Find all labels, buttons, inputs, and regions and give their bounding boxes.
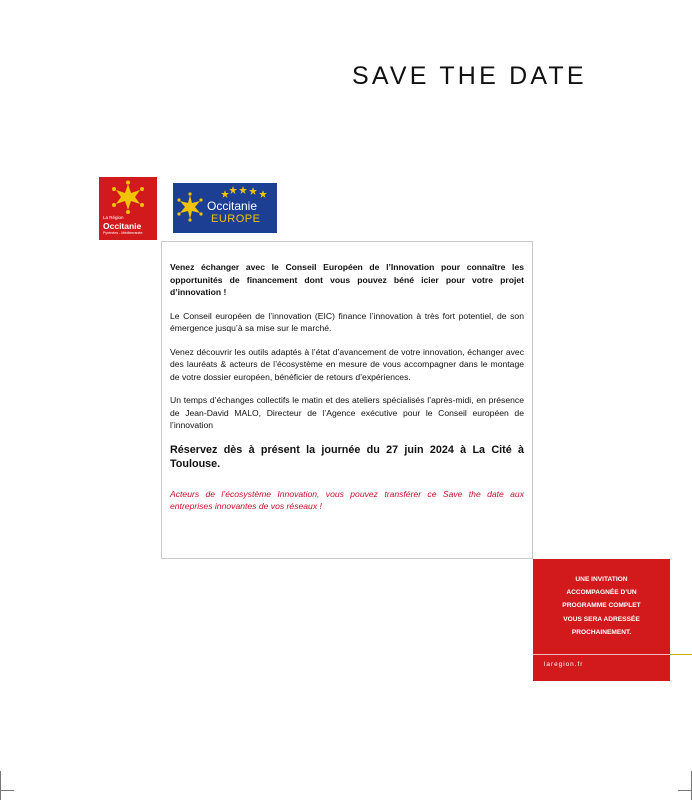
invitation-divider <box>533 654 670 655</box>
page-title: SAVE THE DATE <box>352 62 587 90</box>
share-note-paragraph: Acteurs de l’écosystème Innovation, vous pouvez transférer ce Save the date aux entreprises innovantes de vos réseaux ! <box>170 488 524 511</box>
invitation-line: PROGRAMME COMPLET <box>562 602 641 610</box>
invitation-line: VOUS SERA ADRESSÉE <box>563 615 640 623</box>
occitan-cross-icon <box>108 180 148 214</box>
occitanie-europe-logo <box>173 183 277 233</box>
event-description-box <box>161 241 533 559</box>
discover-paragraph: Venez découvrir les outils adaptés à l’état d’avancement de votre innovation, échanger avec des lauréats & acteurs de l’écosystème en mesure de vous accompagner dans le montage de votre dossier européen, bénéficier de retours d’expériences. <box>170 346 524 382</box>
intro-paragraph: Venez échanger avec le Conseil Européen de l’Innovation pour connaître les opportunités de financement dont vous pouvez béné icier pour votre projet d’innovation ! <box>170 262 524 297</box>
logo-text-pyrenees: Pyrénées - Méditerranée <box>103 231 143 235</box>
crop-mark <box>678 790 692 791</box>
reserve-date-paragraph: Réservez dès à présent la journée du 27 juin 2024 à La Cité à Toulouse. <box>170 443 524 470</box>
decorative-line <box>670 654 692 655</box>
logo-text-occitanie: Occitanie <box>103 221 142 231</box>
schedule-paragraph: Un temps d’échanges collectifs le matin et des ateliers spécialisés l’après-midi, en présence de Jean-David MALO, Directeur de l’Agence exécutive pour le Conseil européen de l’innovation <box>170 395 524 430</box>
crop-mark <box>0 771 1 800</box>
invitation-line: ACCOMPAGNÉE D’UN <box>566 589 637 597</box>
logo-text-la-region: La Région <box>103 215 124 220</box>
region-occitanie-logo <box>99 177 157 240</box>
invitation-line: UNE INVITATION <box>575 576 628 583</box>
invitation-line: PROCHAINEMENT. <box>571 628 632 636</box>
website-link[interactable]: laregion.fr <box>544 661 584 668</box>
logo-text-europe: EUROPE <box>211 213 261 225</box>
invitation-text <box>539 573 664 639</box>
invitation-block <box>533 559 670 681</box>
eic-paragraph: Le Conseil européen de l’innovation (EIC) finance l’innovation à très fort potentiel, de son émergence jusqu’à sa mise sur le marché. <box>170 310 524 333</box>
crop-mark <box>0 790 14 791</box>
logo-text-occitanie: Occitanie <box>207 199 258 213</box>
